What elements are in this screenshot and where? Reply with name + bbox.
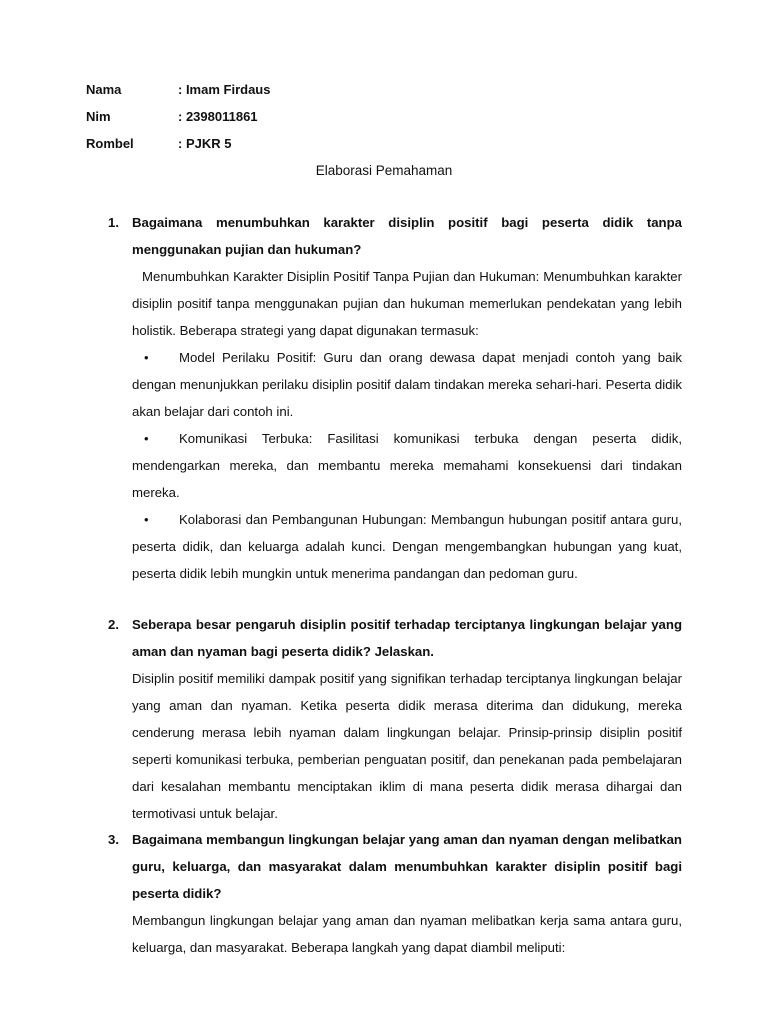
ident-label: Nim [86, 109, 111, 124]
answer-3: Membangun lingkungan belajar yang aman dan nyaman melibatkan kerja sama antara guru, keluarga, dan masyarakat. Beberapa langkah yang dapat diambil meliputi: [132, 913, 682, 955]
ident-value: : PJKR 5 [178, 136, 232, 151]
bullet-dot: • [144, 350, 149, 365]
question-3 [108, 826, 682, 907]
ident-label: Rombel [86, 136, 134, 151]
question-1 [108, 209, 682, 263]
document-title: Elaborasi Pemahaman [315, 163, 453, 178]
question-number: 2. [108, 617, 119, 632]
ident-value: : 2398011861 [178, 109, 258, 124]
answer-1-bullet-2: Komunikasi Terbuka: Fasilitasi komunikasi terbuka dengan peserta didik, mendengarkan mereka, dan membantu mereka memahami konsekuensi dari tindakan mereka. [132, 431, 682, 500]
bullet-dot: • [144, 431, 149, 446]
question-text: Bagaimana menumbuhkan karakter disiplin positif bagi peserta didik tanpa menggunakan pujian dan hukuman? [132, 215, 682, 257]
question-number: 3. [108, 832, 119, 847]
question-text: Seberapa besar pengaruh disiplin positif terhadap terciptanya lingkungan belajar yang aman dan nyaman bagi peserta didik? Jelaskan. [132, 617, 682, 659]
question-text: Bagaimana membangun lingkungan belajar yang aman dan nyaman dengan melibatkan guru, keluarga, dan masyarakat dalam menumbuhkan karakter disiplin positif bagi peserta didik? [132, 832, 682, 901]
ident-label: Nama [86, 82, 122, 97]
question-number: 1. [108, 215, 119, 230]
answer-1-bullet-3: Kolaborasi dan Pembangunan Hubungan: Membangun hubungan positif antara guru, peserta didik, dan keluarga adalah kunci. Dengan mengembangkan hubungan yang kuat, peserta didik lebih mungkin untuk menerima pandangan dan pedoman guru. [132, 512, 682, 581]
ident-value: : Imam Firdaus [178, 82, 271, 97]
question-2 [108, 611, 682, 665]
answer-2: Disiplin positif memiliki dampak positif yang signifikan terhadap terciptanya lingkungan belajar yang aman dan nyaman. Ketika peserta didik merasa diterima dan didukung, mereka cenderung merasa lebih nyaman dalam lingkungan belajar. Prinsip-prinsip disiplin positif seperti komunikasi terbuka, pemberian penguatan positif, dan penekanan pada pembelajaran dari kesalahan membantu menciptakan iklim di mana peserta didik merasa dihargai dan termotivasi untuk belajar. [132, 671, 682, 821]
answer-1-intro: Menumbuhkan Karakter Disiplin Positif Tanpa Pujian dan Hukuman: Menumbuhkan karakter disiplin positif tanpa menggunakan pujian dan hukuman memerlukan pendekatan yang lebih holistik. Beberapa strategi yang dapat digunakan termasuk: [132, 269, 682, 338]
bullet-dot: • [144, 512, 149, 527]
answer-1-bullet-1: Model Perilaku Positif: Guru dan orang dewasa dapat menjadi contoh yang baik dengan menunjukkan perilaku disiplin positif dalam tindakan mereka sehari-hari. Peserta didik akan belajar dari contoh ini. [132, 350, 682, 419]
